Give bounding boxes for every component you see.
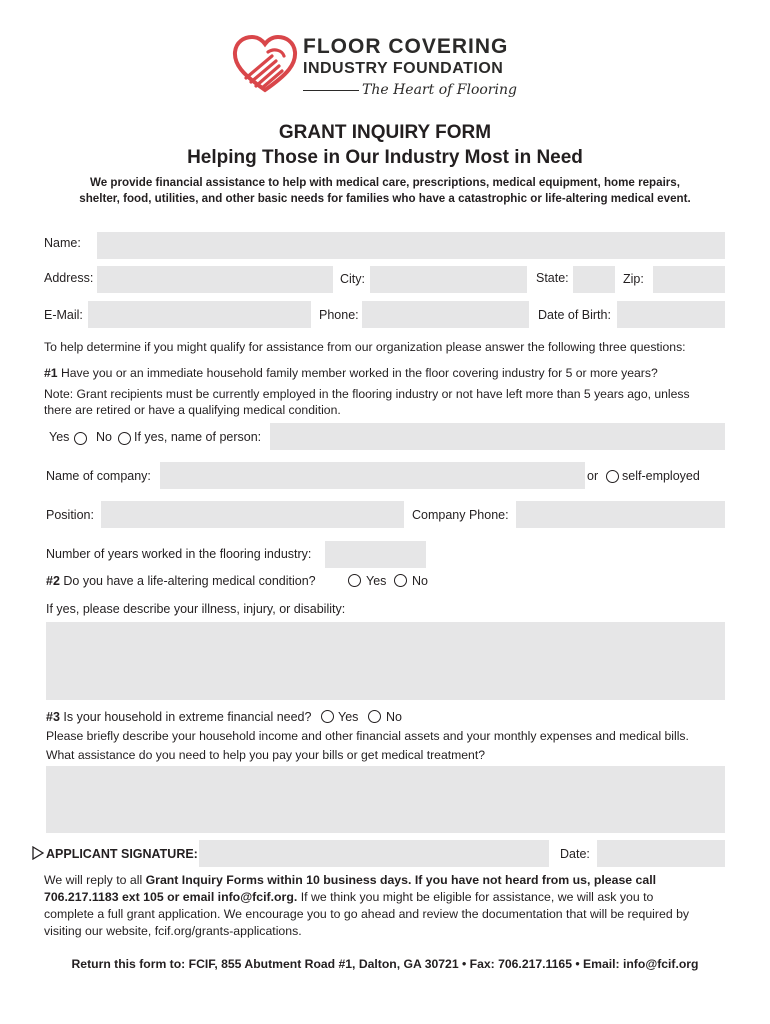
zip-field[interactable] <box>653 266 725 293</box>
instructions: To help determine if you might qualify for assistance from our organization please answer the following three questions: <box>44 340 686 354</box>
date-label: Date: <box>560 847 590 861</box>
reply-line2 <box>44 889 734 906</box>
logo-rule <box>303 90 359 91</box>
q2-yes-label: Yes <box>366 574 387 588</box>
reply-d: If we think you might be eligible for assistance, we will ask you to <box>297 890 654 904</box>
q2-describe-label: If yes, please describe your illness, injury, or disability: <box>46 602 346 616</box>
reply-line1 <box>44 872 734 889</box>
q1-yes-label: Yes <box>49 430 70 444</box>
phone-label: Phone: <box>319 308 359 322</box>
return-address: Return this form to: FCIF, 855 Abutment Road #1, Dalton, GA 30721 • Fax: 706.217.1165 • Email: info@fcif.org <box>71 957 699 971</box>
email-field[interactable] <box>88 301 311 328</box>
position-field[interactable] <box>101 501 404 528</box>
reply-paragraph <box>44 872 734 940</box>
q3-no-label: No <box>386 710 402 724</box>
q2-describe-field[interactable] <box>46 622 725 700</box>
or-label: or <box>587 469 599 483</box>
q2-text <box>46 574 316 588</box>
city-field[interactable] <box>370 266 527 293</box>
state-label: State: <box>536 271 569 285</box>
email-label: E-Mail: <box>44 308 83 322</box>
q2-number: #2 <box>46 574 60 588</box>
address-field[interactable] <box>97 266 333 293</box>
q1-no-label: No <box>96 430 112 444</box>
dob-label: Date of Birth: <box>538 308 611 322</box>
self-employed-radio[interactable] <box>606 470 619 483</box>
q3-describe-line2: What assistance do you need to help you pay your bills or get medical treatment? <box>46 748 485 762</box>
q3-number: #3 <box>46 710 60 724</box>
date-field[interactable] <box>597 840 725 867</box>
q3-no-radio[interactable] <box>368 710 381 723</box>
name-label: Name: <box>44 236 81 250</box>
signature-label: APPLICANT SIGNATURE: <box>46 847 198 861</box>
company-label: Name of company: <box>46 469 151 483</box>
q3-question: Is your household in extreme financial need? <box>59 710 312 724</box>
logo-line2: INDUSTRY FOUNDATION <box>303 60 504 77</box>
logo-tagline: The Heart of Flooring <box>362 82 517 98</box>
q1-note-label: Note <box>44 387 70 401</box>
dob-field[interactable] <box>617 301 725 328</box>
intro-line1: We provide financial assistance to help with medical care, prescriptions, medical equipment, home repairs, <box>90 176 680 189</box>
name-field[interactable] <box>97 232 725 259</box>
q1-person-label: If yes, name of person: <box>134 430 262 444</box>
state-field[interactable] <box>573 266 615 293</box>
zip-label: Zip: <box>623 272 644 286</box>
q3-yes-label: Yes <box>338 710 359 724</box>
position-label: Position: <box>46 508 94 522</box>
q1-question: Have you or an immediate household family member worked in the floor covering industry for 5 or more years? <box>57 366 658 380</box>
q2-yes-radio[interactable] <box>348 574 361 587</box>
company-field[interactable] <box>160 462 585 489</box>
company-phone-field[interactable] <box>516 501 725 528</box>
years-field[interactable] <box>325 541 426 568</box>
q2-no-radio[interactable] <box>394 574 407 587</box>
q1-text <box>44 366 658 380</box>
company-phone-label: Company Phone: <box>412 508 509 522</box>
q2-question: Do you have a life-altering medical condition? <box>59 574 316 588</box>
q3-yes-radio[interactable] <box>321 710 334 723</box>
phone-field[interactable] <box>362 301 529 328</box>
signature-field[interactable] <box>199 840 549 867</box>
q1-person-field[interactable] <box>270 423 725 450</box>
logo-line1: FLOOR COVERING <box>303 35 509 58</box>
reply-c: 706.217.1183 ext 105 or email info@fcif.org. <box>44 890 298 904</box>
q3-text <box>46 710 311 724</box>
intro-line2: shelter, food, utilities, and other basic needs for families who have a catastrophic or life-altering medical event. <box>79 192 691 205</box>
self-employed-label: self-employed <box>622 469 700 483</box>
address-label: Address: <box>44 271 94 285</box>
reply-a: We will reply to all <box>44 873 146 887</box>
heart-hand-icon <box>232 34 298 94</box>
years-label: Number of years worked in the flooring industry: <box>46 547 312 561</box>
q1-note-text: : Grant recipients must be currently employed in the flooring industry or not have left more than 5 years ago, unless <box>69 387 690 401</box>
signature-arrow-icon <box>32 846 44 860</box>
form-subtitle: Helping Those in Our Industry Most in Need <box>187 147 583 168</box>
q2-no-label: No <box>412 574 428 588</box>
form-title: GRANT INQUIRY FORM <box>278 122 492 143</box>
reply-b: Grant Inquiry Forms within 10 business days. If you have not heard from us, please call <box>145 873 657 887</box>
q1-yes-radio[interactable] <box>74 432 87 445</box>
q1-number: #1 <box>44 366 58 380</box>
q1-note-line1 <box>44 387 690 401</box>
reply-line4: visiting our website, fcif.org/grants-applications. <box>44 924 302 938</box>
q1-note-line2: there are retired or have a qualifying medical condition. <box>44 403 341 417</box>
reply-line3: complete a full grant application. We encourage you to go ahead and review the documentation that will be required by <box>44 907 690 921</box>
q3-describe-line1: Please briefly describe your household income and other financial assets and your monthly expenses and medical bills. <box>46 729 689 743</box>
city-label: City: <box>340 272 365 286</box>
q3-describe-field[interactable] <box>46 766 725 833</box>
q1-no-radio[interactable] <box>118 432 131 445</box>
